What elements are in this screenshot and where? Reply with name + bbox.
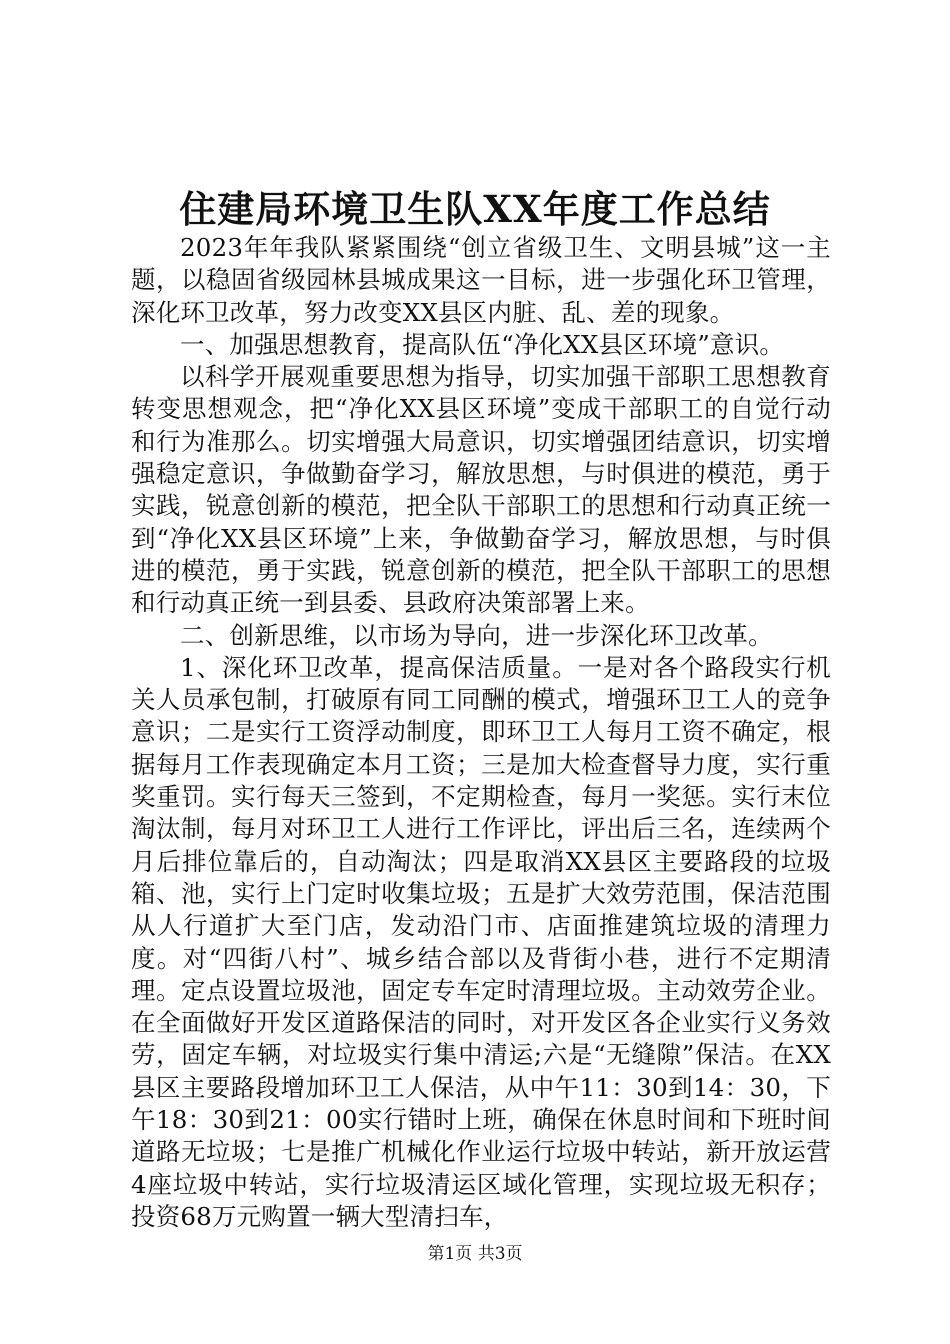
page-number-footer: 第1页 共3页 [427,1244,523,1264]
section-heading-1: 一、加强思想教育，提高队伍“净化XX县区环境”意识。 [180,329,785,359]
document-title: 住建局环境卫生队XX年度工作总结 [179,187,771,231]
paragraph-section-1: 以科学开展观重要思想为指导，切实加强干部职工思想教育转变思想观念，把“净化XX县区环境”变成干部职工的自觉行动和行为准那么。切实增强大局意识，切实增强团结意识，切实增强稳定意识，争做勤奋学习，解放思想，与时俱进的模范，勇于实践，锐意创新的模范，把全队干部职工的思想和行动真正统一到“净化XX县区环境”上来，争做勤奋学习，解放思想，与时俱进的模范，勇于实践，锐意创新的模范，把全队干部职工的思想和行动真正统一到县委、县政府决策部署上来。 [131,362,831,618]
paragraph-intro: 2023年年我队紧紧围绕“创立省级卫生、文明县城”这一主题，以稳固省级园林县城成果这一目标，进一步强化环卫管理，深化环卫改革，努力改变XX县区内脏、乱、差的现象。 [131,233,831,327]
section-heading-2: 二、创新思维，以市场为导向，进一步深化环卫改革。 [180,620,773,650]
document-body [131,232,831,1233]
paragraph-section-2-item-1: 1、深化环卫改革，提高保洁质量。一是对各个路段实行机关人员承包制，打破原有同工同酬的模式，增强环卫工人的竞争意识；二是实行工资浮动制度，即环卫工人每月工资不确定，根据每月工作表现确定本月工资；三是加大检查督导力度，实行重奖重罚。实行每天三签到，不定期检查，每月一奖惩。实行末位淘汰制，每月对环卫工人进行工作评比，评出后三名，连续两个月后排位靠后的，自动淘汰；四是取消XX县区主要路段的垃圾箱、池，实行上门定时收集垃圾；五是扩大效劳范围，保洁范围从人行道扩大至门店，发动沿门市、店面推建筑垃圾的清理力度。对“四街八村”、城乡结合部以及背街小巷，进行不定期清理。定点设置垃圾池，固定专车定时清理垃圾。主动效劳企业。在全面做好开发区道路保洁的同时，对开发区各企业实行义务效劳，固定车辆，对垃圾实行集中清运;六是“无缝隙”保洁。在XX县区主要路段增加环卫工人保洁，从中午11：30到14：30，下午18：30到21：00实行错时上班，确保在休息时间和下班时间道路无垃圾；七是推广机械化作业运行垃圾中转站，新开放运营4座垃圾中转站，实行垃圾清运区域化管理，实现垃圾无积存；投资68万元购置一辆大型清扫车， [131,652,831,1231]
